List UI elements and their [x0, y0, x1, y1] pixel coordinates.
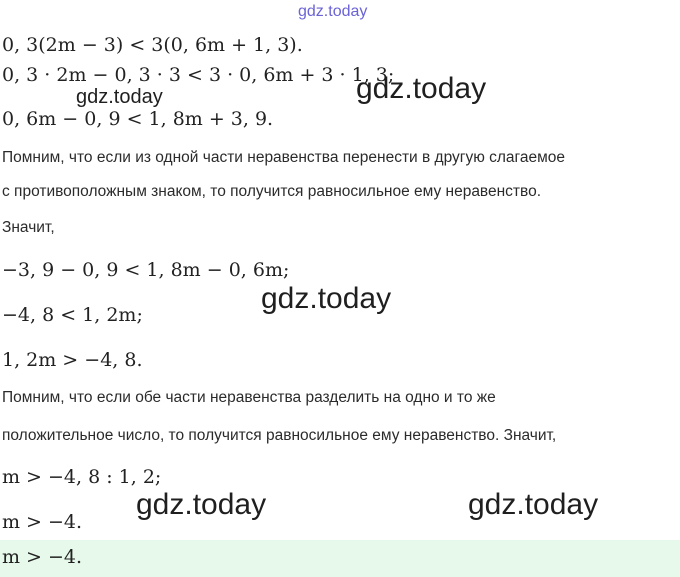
equation-line-1: 0, 3(2m − 3) < 3(0, 6m + 1, 3).: [2, 34, 303, 56]
equation-line-6: 1, 2m > −4, 8.: [2, 349, 143, 371]
text-rule-1-line-1: Помним, что если из одной части неравенства перенести в другую слагаемое: [2, 149, 565, 166]
equation-line-2: 0, 3 · 2m − 0, 3 · 3 < 3 · 0, 6m + 3 · 1, 3;: [2, 64, 395, 86]
answer-box: [0, 540, 680, 577]
equation-line-8: m > −4.: [2, 511, 83, 533]
watermark-top: gdz.today: [298, 3, 368, 20]
watermark-5: gdz.today: [468, 488, 599, 521]
watermark-4: gdz.today: [136, 488, 267, 521]
equation-line-4: −3, 9 − 0, 9 < 1, 8m − 0, 6m;: [2, 259, 290, 281]
equation-line-5: −4, 8 < 1, 2m;: [2, 304, 143, 326]
text-therefore-1: Значит,: [2, 219, 55, 236]
watermark-1: gdz.today: [76, 86, 163, 108]
text-rule-2-line-2: положительное число, то получится равносильное ему неравенство. Значит,: [2, 427, 557, 444]
answer-equation: m > −4.: [2, 546, 83, 568]
watermark-3: gdz.today: [261, 282, 392, 315]
watermark-2: gdz.today: [356, 72, 487, 105]
text-rule-2-line-1: Помним, что если обе части неравенства разделить на одно и то же: [2, 389, 496, 406]
equation-line-7: m > −4, 8 : 1, 2;: [2, 466, 162, 488]
equation-line-3: 0, 6m − 0, 9 < 1, 8m + 3, 9.: [2, 108, 274, 130]
text-rule-1-line-2: с противоположным знаком, то получится равносильное ему неравенство.: [2, 183, 542, 200]
